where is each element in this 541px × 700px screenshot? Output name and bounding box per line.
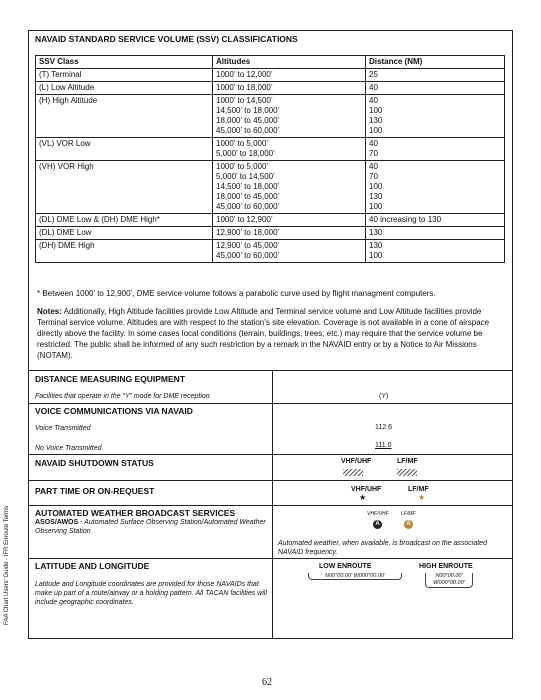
parttime-lf-label: LF/MF [408,486,429,493]
distance-cell: 40 70 [366,138,505,161]
divider-weather [29,505,512,506]
weather-asos-desc [35,518,267,536]
ssv-table [35,55,505,263]
shutdown-header: NAVAID SHUTDOWN STATUS [35,458,154,468]
divider-parttime [29,480,512,481]
distance-cell: 130 100 [366,240,505,263]
high-enroute-lon: W000°00.00' [433,580,465,586]
ssv-class-cell: (H) High Altitude [36,95,213,138]
shutdown-lf-label: LF/MF [397,458,418,465]
low-enroute-label: LOW ENROUTE [319,563,372,570]
voice-transmitted-label: Voice Transmitted [35,425,91,432]
parttime-header: PART TIME OR ON-REQUEST [35,486,155,496]
weather-vhf-asos-icon: A [373,520,382,529]
ssv-class-cell: (VH) VOR High [36,161,213,214]
weather-header: AUTOMATED WEATHER BROADCAST SERVICES [35,508,236,518]
ssv-class-cell: (DH) DME High [36,240,213,263]
divider-voice [29,403,512,404]
ssv-class-cell: (T) Terminal [36,69,213,82]
weather-lf-asos-icon: A [404,520,413,529]
col-distance: Distance (NM) [366,56,505,69]
table-row [36,82,505,95]
col-altitudes: Altitudes [213,56,366,69]
altitudes-cell: 1000’ to 12,900’ [213,214,366,227]
altitudes-cell: 1000’ to 5,000’ 5,000’ to 18,000’ [213,138,366,161]
side-text: FAA Chart Users' Guide - IFR Enroute Terms [4,505,10,625]
dme-header: DISTANCE MEASURING EQUIPMENT [35,374,186,384]
ssv-class-cell: (L) Low Altitude [36,82,213,95]
parttime-vhf-label: VHF/UHF [351,486,382,493]
high-enroute-lat: N00°00.00' [435,573,463,579]
table-row [36,95,505,138]
table-row [36,227,505,240]
shutdown-lf-hatch-icon [397,469,417,476]
table-row [36,138,505,161]
ssv-footnote: * Between 1000’ to 12,900’, DME service volume follows a parabolic curve used by flight managment computers. [37,289,436,298]
low-enroute-coords: N00°00.00' W000°00.00' [308,573,402,580]
high-enroute-label: HIGH ENROUTE [419,563,473,570]
dme-description: Facilities that operate in the “Y” mode for DME reception [35,393,210,400]
ssv-class-cell: (DL) DME Low & (DH) DME High* [36,214,213,227]
shutdown-vhf-label: VHF/UHF [341,458,372,465]
weather-vhf-label: VHF/UHF [367,511,389,517]
ssv-header-row [36,56,505,69]
high-enroute-coords [425,573,473,588]
shutdown-vhf-hatch-icon [343,469,363,476]
page-number: 62 [262,677,272,688]
ssv-notes [37,306,505,361]
latlon-desc: Latitude and Longitude coordinates are provided for those NAVAIDs that make up part of a route/airway or a holding pattern. All TACAN facilities will include geographic coordinates. [35,581,267,606]
ssv-title: NAVAID STANDARD SERVICE VOLUME (SSV) CLASSIFICATIONS [35,34,298,44]
distance-cell: 40 increasing to 130 [366,214,505,227]
table-row [36,214,505,227]
distance-cell: 130 [366,227,505,240]
table-row [36,240,505,263]
ssv-class-cell: (DL) DME Low [36,227,213,240]
voice-transmitted-freq: 112.6 [375,424,392,431]
side-running-header [4,275,16,635]
altitudes-cell: 1000’ to 14,500’ 14,500’ to 18,000’ 18,000’ to 45,000’ 45,000’ to 60,000’ [213,95,366,138]
table-row [36,69,505,82]
parttime-lf-star-icon: ★ [418,493,426,502]
divider-dme [29,370,512,371]
weather-lf-label: LF/MF [401,511,416,517]
latlon-header: LATITUDE AND LONGITUDE [35,561,150,571]
voice-header: VOICE COMMUNICATIONS VIA NAVAID [35,406,193,416]
altitudes-cell: 12,900’ to 45,000’ 45,000’ to 60,000’ [213,240,366,263]
no-voice-freq: 111.0 [375,442,392,449]
altitudes-cell: 1000’ to 12,000’ [213,69,366,82]
parttime-vhf-star-icon: ★ [359,493,367,502]
weather-note: Automated weather, when available, is broadcast on the associated NAVAID frequency. [278,540,487,556]
ssv-class-cell: (VL) VOR Low [36,138,213,161]
asos-desc-text: - Automated Surface Observing Station/Automated Weather Observing Station [35,519,266,535]
distance-cell: 25 [366,69,505,82]
notes-label: Notes: [37,307,62,316]
asos-label: ASOS/AWOS [35,519,79,526]
table-row [36,161,505,214]
col-ssv-class: SSV Class [36,56,213,69]
divider-shutdown [29,454,512,455]
distance-cell: 40 [366,82,505,95]
divider-latlon [29,558,512,559]
legend-page [28,30,513,639]
altitudes-cell: 12,900’ to 18,000’ [213,227,366,240]
dme-y-symbol: (Y) [379,393,389,400]
no-voice-label: No Voice Transmitted [35,445,102,452]
distance-cell: 40 70 100 130 100 [366,161,505,214]
altitudes-cell: 1000’ to 5,000’ 5,000’ to 14,500’ 14,500’ to 18,000’ 18,000’ to 45,000’ 45,000’ to 60,000’ [213,161,366,214]
altitudes-cell: 1000’ to 18,000’ [213,82,366,95]
notes-text: Additionally, High Altitude facilities provide Low Altitude and Terminal service volume and Low Altitude facilities provide Terminal service volume. Altitudes are with respect to the station’s site elevation. Coverage is not available in a cone of airspace directly above the facility. In some cases local conditions (terrain, buildings, trees, etc.) may require that the service volume be restricted. The public shall be informed of any such restriction by a remark in the NAVAID entry or by a Notice to Air Missions (NOTAM). [37,307,490,360]
distance-cell: 40 100 130 100 [366,95,505,138]
ssv-table-body [36,69,505,263]
